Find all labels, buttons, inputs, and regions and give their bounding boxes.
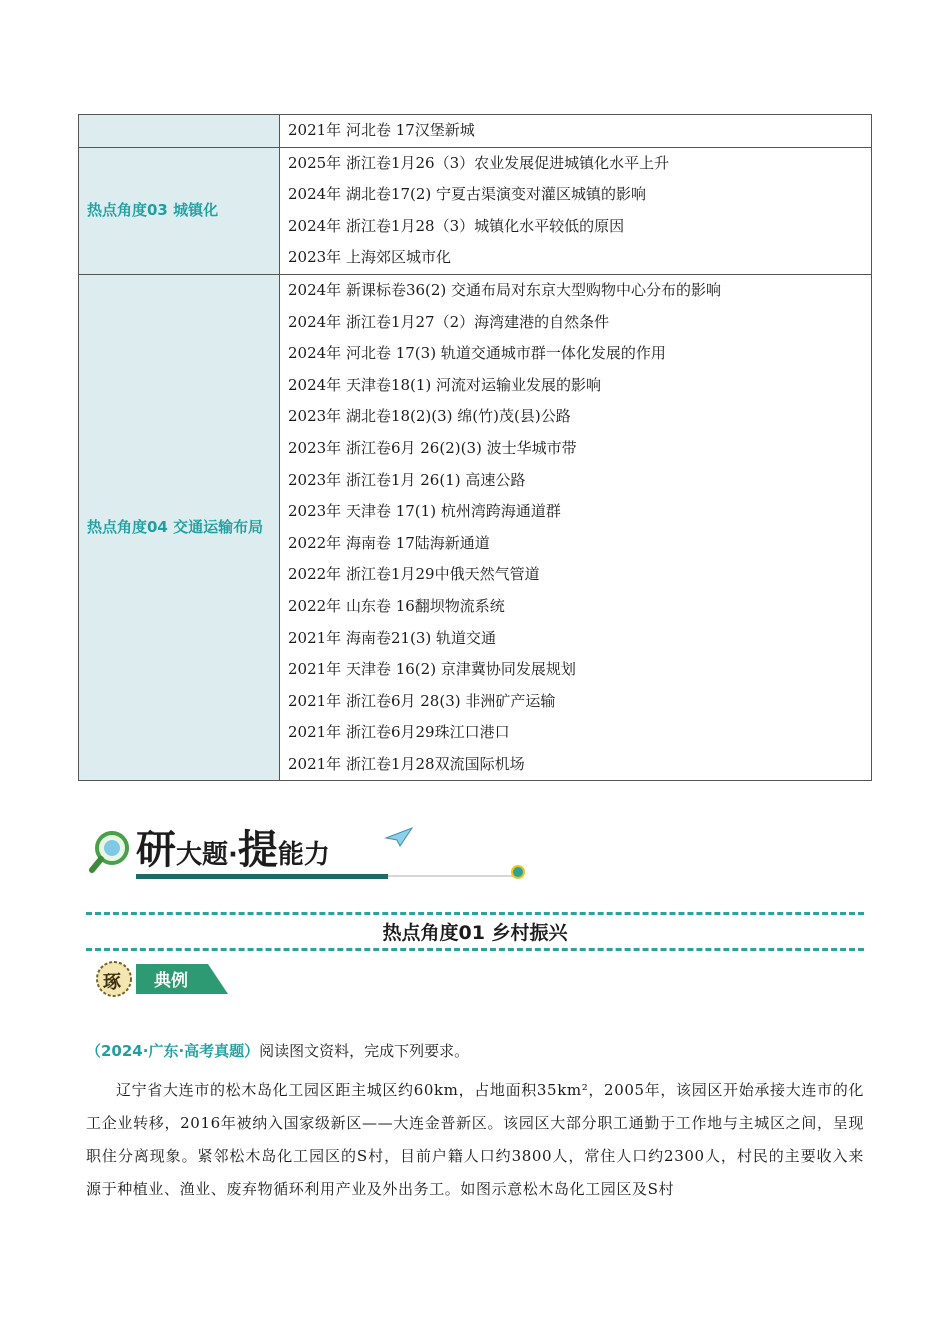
list-item: 2024年 浙江卷1月28（3）城镇化水平较低的原因	[288, 216, 625, 235]
items-cell	[280, 147, 872, 274]
example-badge	[90, 960, 230, 998]
section-banner	[88, 814, 538, 884]
table-row	[79, 115, 872, 148]
list-item: 2022年 浙江卷1月29中俄天然气管道	[288, 565, 540, 584]
list-item: 2025年 浙江卷1月26（3）农业发展促进城镇化水平上升	[288, 153, 670, 172]
category-cell: 热点角度03 城镇化	[79, 147, 280, 274]
list-item: 2021年 河北卷 17汉堡新城	[288, 121, 475, 139]
list-item: 2024年 浙江卷1月27（2）海湾建港的自然条件	[288, 312, 610, 331]
list-item: 2024年 新课标卷36(2) 交通布局对东京大型购物中心分布的影响	[288, 280, 722, 299]
category-cell	[79, 115, 280, 148]
list-item: 2021年 海南卷21(3) 轨道交通	[288, 628, 497, 647]
seal-icon: 琢	[103, 972, 121, 993]
paper-plane-icon	[384, 826, 414, 848]
question-paragraph: 辽宁省大连市的松木岛化工园区距主城区约60km，占地面积35km²，2005年，该园区开始承接大连市的化工企业转移，2016年被纳入国家级新区——大连金普新区。该园区大部分职工通勤于工作地与主城区之间，呈现职住分离现象。紧邻松木岛化工园区的S村，目前户籍人口约3800人，常住人口约2300人，村民的主要收入来源于种植业、渔业、废弃物循环利用产业及外出务工。如图示意松木岛化工园区及S村	[86, 1081, 864, 1198]
list-item: 2021年 浙江卷1月28双流国际机场	[288, 754, 525, 773]
badge-label: 典例	[154, 971, 188, 991]
list-item: 2023年 上海郊区城市化	[288, 248, 451, 267]
list-item: 2024年 湖北卷17(2) 宁夏古渠演变对灌区城镇的影响	[288, 185, 647, 204]
list-item: 2023年 湖北卷18(2)(3) 绵(竹)茂(县)公路	[288, 407, 571, 426]
items-cell	[280, 274, 872, 781]
list-item: 2023年 浙江卷6月 26(2)(3) 波士华城市带	[288, 438, 577, 457]
list-item: 2023年 天津卷 17(1) 杭州湾跨海通道群	[288, 502, 561, 521]
divider-top	[86, 912, 864, 915]
list-item: 2021年 浙江卷6月29珠江口港口	[288, 723, 510, 742]
list-item: 2022年 山东卷 16翻坝物流系统	[288, 596, 505, 615]
hotspot-table	[78, 114, 872, 781]
question-source: （2024·广东·高考真题）	[86, 1042, 260, 1060]
items-cell	[280, 115, 872, 148]
question-instruction: 阅读图文资料，完成下列要求。	[259, 1042, 470, 1060]
banner-title: 研大题·提能力	[136, 827, 330, 873]
category-cell: 热点角度04 交通运输布局	[79, 274, 280, 781]
list-item: 2024年 天津卷18(1) 河流对运输业发展的影响	[288, 375, 602, 394]
section-title: 热点角度01 乡村振兴	[382, 922, 568, 944]
list-item: 2021年 浙江卷6月 28(3) 非洲矿产运输	[288, 691, 556, 710]
table-row	[79, 274, 872, 781]
list-item: 2021年 天津卷 16(2) 京津冀协同发展规划	[288, 660, 576, 679]
list-item: 2023年 浙江卷1月 26(1) 高速公路	[288, 470, 526, 489]
divider-bottom	[86, 948, 864, 951]
question-source-line	[86, 1040, 469, 1061]
list-item: 2024年 河北卷 17(3) 轨道交通城市群一体化发展的作用	[288, 344, 666, 363]
table-row	[79, 147, 872, 274]
list-item: 2022年 海南卷 17陆海新通道	[288, 533, 490, 552]
